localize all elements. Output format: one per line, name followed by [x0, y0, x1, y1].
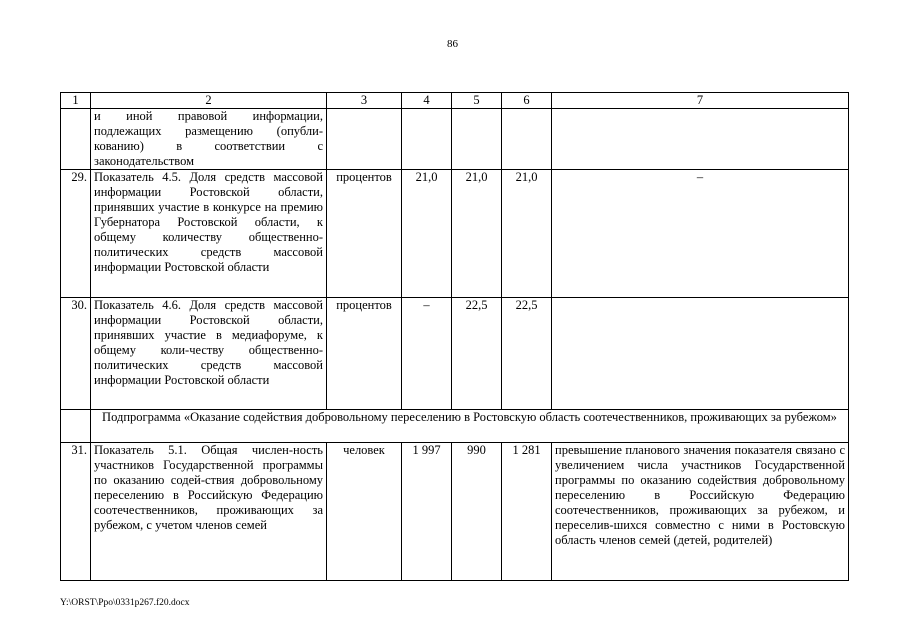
header-cell-1: 1 [61, 93, 91, 109]
value-cell [402, 109, 452, 170]
row-number: 29. [61, 170, 91, 298]
row-number [61, 109, 91, 170]
unit-cell: процентов [327, 298, 402, 410]
page-number: 86 [447, 38, 458, 50]
note-cell: – [552, 170, 849, 298]
header-cell-3: 3 [327, 93, 402, 109]
subprogram-row [61, 410, 849, 443]
indicator-table [60, 92, 849, 581]
file-path-footer: Y:\ORST\Ppo\0331p267.f20.docx [60, 598, 190, 608]
note-cell [552, 298, 849, 410]
note-cell: превышение планового значения показателя связано с увеличением числа участников Государственной программы по оказанию содействия добровольному переселению в Российскую Федерацию соотечественников, проживающих за рубежом, и переселив-шихся совместно с ними в Ростовскую область членов семей (детей, родителей) [552, 443, 849, 581]
table-row [61, 298, 849, 410]
value-cell: 1 997 [402, 443, 452, 581]
value-cell: 21,0 [502, 170, 552, 298]
value-cell: 21,0 [452, 170, 502, 298]
unit-cell: человек [327, 443, 402, 581]
table-row [61, 443, 849, 581]
unit-cell: процентов [327, 170, 402, 298]
value-cell: 22,5 [452, 298, 502, 410]
header-cell-4: 4 [402, 93, 452, 109]
indicator-description: Показатель 5.1. Общая числен-ность участников Государственной программы по оказанию содей-ствия добровольному переселению в Российскую Федерацию соотечественников, проживающих за рубежом, с учетом членов семей [91, 443, 327, 581]
table-row [61, 109, 849, 170]
header-cell-2: 2 [91, 93, 327, 109]
value-cell: 990 [452, 443, 502, 581]
header-cell-5: 5 [452, 93, 502, 109]
value-cell: 22,5 [502, 298, 552, 410]
header-cell-6: 6 [502, 93, 552, 109]
unit-cell [327, 109, 402, 170]
value-cell [502, 109, 552, 170]
indicator-description: Показатель 4.6. Доля средств массовой информации Ростовской области, принявших участие в медиафоруме, к общему коли-честву общественно-политических средств массовой информации Ростовской области [91, 298, 327, 410]
header-cell-7: 7 [552, 93, 849, 109]
indicator-description: и иной правовой информации, подлежащих размещению (опубли-кованию) в соответствии с законодательством [91, 109, 327, 170]
value-cell: 1 281 [502, 443, 552, 581]
empty-cell [61, 410, 91, 443]
value-cell [452, 109, 502, 170]
value-cell: – [402, 298, 452, 410]
value-cell: 21,0 [402, 170, 452, 298]
subprogram-title: Подпрограмма «Оказание содействия добровольному переселению в Ростовскую область соотечественников, проживающих за рубежом» [91, 410, 849, 443]
table-header-row [61, 93, 849, 109]
indicator-description: Показатель 4.5. Доля средств массовой информации Ростовской области, принявших участие в конкурсе на премию Губернатора Ростовской области, к общему количеству общественно-политических средств массовой информации Ростовской области [91, 170, 327, 298]
note-cell [552, 109, 849, 170]
table-row [61, 170, 849, 298]
row-number: 30. [61, 298, 91, 410]
row-number: 31. [61, 443, 91, 581]
